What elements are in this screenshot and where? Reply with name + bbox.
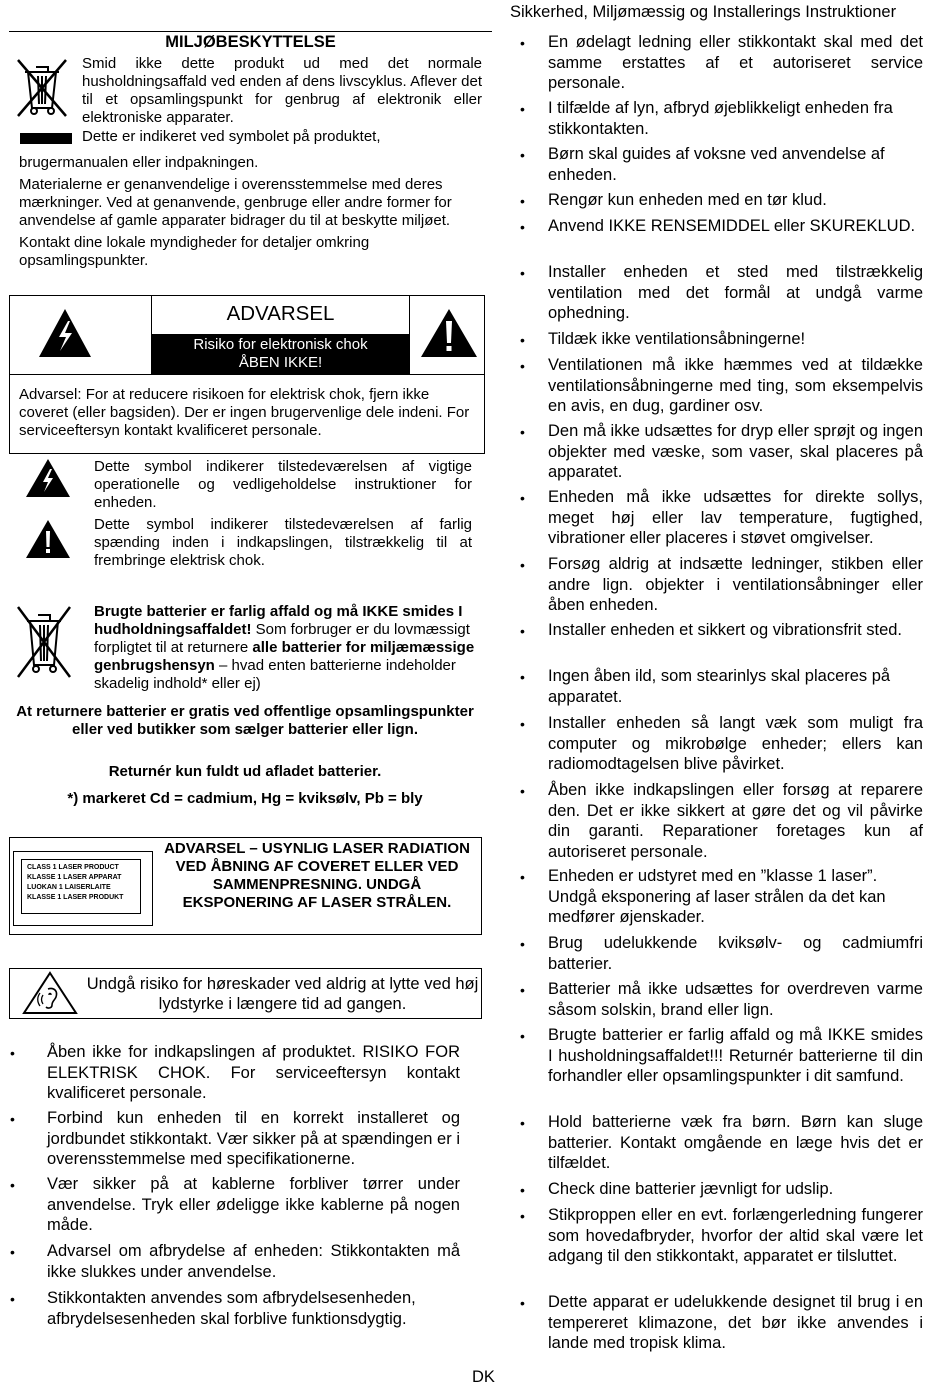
list-item: Rengør kun enheden med en tør klud. — [548, 191, 827, 209]
bullet-glyph: • — [520, 265, 525, 281]
environment-paragraph: brugermanualen eller indpakningen. — [19, 154, 259, 171]
exclamation-warning-icon — [25, 519, 71, 559]
battery-bold-text: Brugte batterier er farlig affald og må IKKE smides I hudholdningsaffaldet! — [94, 603, 463, 638]
battery-text: – hvad enten batterierne indeholder skadelig indhold* eller ej) — [94, 657, 456, 692]
environment-paragraph: Smid ikke dette produkt ud med det normale husholdningsaffald ved enden af dens livscyklus. Aflever det til et opsamlingspunkt for genbrug af elektronik eller elektroniske apparater. — [82, 55, 482, 126]
bullet-glyph: • — [10, 1244, 15, 1260]
list-item: Åben ikke indkapslingen eller forsøg at reparere den. Det er ikke sikkert at gøre det og vil påvirke din garanti. Reparationer foretages kun af autoriseret personale. — [548, 781, 923, 861]
bullet-glyph: • — [520, 1295, 525, 1311]
list-item: Tildæk ikke ventilationsåbningerne! — [548, 330, 806, 348]
warning-subtitle-line: Risiko for elektronisk chok — [193, 336, 368, 353]
lightning-warning-icon — [37, 307, 93, 359]
bullet-glyph: • — [10, 1045, 15, 1061]
bullet-glyph: • — [10, 1111, 15, 1127]
list-item: Installer enheden et sted med tilstrækkelig ventilation med det formål at undgå varme ophedning. — [548, 263, 923, 322]
battery-discharged-notice: Returnér kun fuldt ud afladet batterier. — [108, 763, 382, 780]
warning-box — [9, 295, 485, 454]
right-column-heading: Sikkerhed, Miljømæssig og Installerings Instruktioner — [510, 3, 897, 21]
environment-title: MILJØBESKYTTELSE — [9, 31, 492, 52]
bullet-glyph: • — [520, 783, 525, 799]
list-item: Hold batterierne væk fra børn. Børn kan sluge batterier. Kontakt omgående en læge hvis det er tilfældet. — [548, 1113, 923, 1172]
warning-subtitle — [152, 334, 409, 374]
list-item: Stikkontakten anvendes som afbrydelsesenheden, afbrydelsesenheden skal forblive funktionsdygtig. — [47, 1289, 416, 1328]
bullet-glyph: • — [520, 1208, 525, 1224]
symbol-explanation: Dette symbol indikerer tilstedeværelsen af farlig spænding inden i indkapslingen, tilstrækkelig til at frembringe elektrisk chok. — [94, 516, 472, 569]
bullet-glyph: • — [520, 219, 525, 235]
list-item: Brugte batterier er farlig affald og må IKKE smides I husholdningsaffaldet!!! Returnér batterierne til din forhandler eller opsamlingspunkter i dit samfund. — [548, 1026, 923, 1085]
list-item: Enheden er udstyret med en ”klasse 1 laser”. Undgå eksponering af laser strålen da det kan medfører øjenskader. — [548, 867, 886, 926]
exclamation-warning-icon — [419, 307, 479, 359]
list-item: Stikproppen eller en evt. forlængerledning fungerer som hovedafbryder, hvorfor der altid skal være let adgang til den stikkontakt, apparatet er tilsluttet. — [548, 1206, 923, 1265]
warning-title-cell — [151, 296, 410, 374]
bullet-glyph: • — [520, 869, 525, 885]
bullet-glyph: • — [10, 1177, 15, 1193]
environment-paragraph: Dette er indikeret ved symbolet på produktet, — [82, 128, 381, 145]
laser-warning-text: ADVARSEL – USYNLIG LASER RADIATION VED ÅBNING AF COVERET ELLER VED SAMMENPRESNING. UNDGÅ EKSPONERING AF LASER STRÅLEN. — [164, 840, 470, 911]
bullet-glyph: • — [520, 332, 525, 348]
bullet-glyph: • — [520, 101, 525, 117]
list-item: Ingen åben ild, som stearinlys skal placeres på apparatet. — [548, 667, 891, 706]
bullet-glyph: • — [10, 1291, 15, 1307]
list-item: Åben ikke for indkapslingen af produktet. RISIKO FOR ELEKTRISK CHOK. For serviceeftersyn kontakt kvalificeret personale. — [47, 1043, 460, 1102]
ear-warning-icon — [22, 971, 78, 1015]
laser-label-line: LUOKAN 1 LAISERLAITE — [27, 884, 111, 891]
crossed-bin-icon — [12, 56, 72, 120]
lightning-warning-icon — [25, 458, 71, 498]
list-item: Ventilationen må ikke hæmmes ved at tildække ventilationsåbningerne med ting, som eksempelvis en avis, en dug, gardiner osv. — [548, 356, 923, 415]
list-item: Børn skal guides af voksne ved anvendelse af enheden. — [548, 145, 885, 184]
page-language-code: DK — [472, 1368, 495, 1386]
symbol-explanation: Dette symbol indikerer tilstedeværelsen af vigtige operationelle og vedligeholdelse instruktioner for enheden. — [94, 458, 472, 511]
laser-warning-box — [9, 837, 482, 935]
black-bar-mark — [20, 133, 72, 144]
laser-label-frame — [13, 851, 153, 926]
bullet-glyph: • — [520, 35, 525, 51]
bullet-glyph: • — [520, 1028, 525, 1044]
laser-label-line: KLASSE 1 LASER APPARAT — [27, 874, 122, 881]
bullet-glyph: • — [520, 1115, 525, 1131]
battery-text: Som forbruger er du lovmæssigt forpligtet til at returnere — [94, 621, 470, 656]
laser-class-label — [21, 859, 141, 914]
battery-bold-text: alle batterier for miljæmæssige genbrugshensyn — [94, 639, 475, 674]
list-item: Vær sikker på at kablerne forbliver tørrer under anvendelse. Tryk eller ødeligge ikke kablerne på nogen måde. — [47, 1175, 460, 1234]
environment-paragraph: Kontakt dine lokale myndigheder for detaljer omkring opsamlingspunkter. — [19, 234, 370, 269]
bullet-glyph: • — [520, 669, 525, 685]
list-item: Forsøg aldrig at indsætte ledninger, stikben eller andre lign. objekter i ventilationsåbninger eller åben enheden. — [548, 555, 923, 614]
bullet-glyph: • — [520, 982, 525, 998]
list-item: En ødelagt ledning eller stikkontakt skal med det samme erstattes af et autoriseret service personale. — [548, 33, 923, 92]
list-item: I tilfælde af lyn, afbryd øjeblikkeligt enheden fra stikkontakten. — [548, 99, 893, 138]
laser-label-line: KLASSE 1 LASER PRODUKT — [27, 894, 124, 901]
warning-text: Advarsel: For at reducere risikoen for elektrisk chok, fjern ikke coveret (eller bagsiden). Der er ingen brugervenlige dele indeni. For serviceeftersyn kontakt kvalificeret personale. — [19, 386, 470, 439]
list-item: Installer enheden så langt væk som muligt fra computer og mikrobølge enheder; ellers kan radiomodtagelsen blive påvirket. — [548, 714, 923, 773]
battery-paragraph — [94, 603, 477, 693]
list-item: Check dine batterier jævnligt for udslip. — [548, 1180, 834, 1198]
list-item: Den må ikke udsættes for dryp eller sprøjt og ingen objekter med væske, som vaser, skal placeres på apparatet. — [548, 422, 923, 481]
bullet-glyph: • — [520, 936, 525, 952]
bullet-glyph: • — [520, 424, 525, 440]
environment-paragraph: Materialerne er genanvendelige i overensstemmelse med deres mærkninger. Ved at genanvende, genbruge eller andre former for anvendelse af gamle apparater bidrager du til at beskytte miljøet. — [19, 176, 452, 229]
list-item: Brug udelukkende kviksølv- og cadmiumfri batterier. — [548, 934, 923, 973]
warning-subtitle-line: ÅBEN IKKE! — [238, 354, 323, 371]
list-item: Enheden må ikke udsættes for direkte sollys, meget høj eller lav temperature, fugtighed, vibrationer eller placeres i støvet omgivelser. — [548, 488, 923, 547]
laser-label-line: CLASS 1 LASER PRODUCT — [27, 864, 119, 871]
list-item: Installer enheden et sikkert og vibrationsfrit sted. — [548, 621, 903, 639]
battery-symbols-note: *) markeret Cd = cadmium, Hg = kviksølv, Pb = bly — [67, 790, 423, 807]
bullet-glyph: • — [520, 1182, 525, 1198]
bullet-glyph: • — [520, 490, 525, 506]
hearing-warning-box — [9, 968, 482, 1019]
list-item: Anvend IKKE RENSEMIDDEL eller SKUREKLUD. — [548, 217, 916, 235]
bullet-glyph: • — [520, 358, 525, 374]
list-item: Dette apparat er udelukkende designet til brug i en tempereret klimazone, det bør ikke anvendes i lande med tropisk klima. — [548, 1293, 923, 1352]
bullet-glyph: • — [520, 147, 525, 163]
hearing-warning-text: Undgå risiko for høreskader ved aldrig at lytte ved høj lydstyrke i længere tid ad gangen. — [86, 975, 479, 1013]
bullet-glyph: • — [520, 557, 525, 573]
crossed-bin-battery-icon — [12, 603, 76, 683]
bullet-glyph: • — [520, 623, 525, 639]
warning-divider — [10, 374, 484, 375]
list-item: Batterier må ikke udsættes for overdreven varme såsom solskin, brand eller lign. — [548, 980, 923, 1019]
list-item: Forbind kun enheden til en korrekt installeret og jordbundet stikkontakt. Vær sikker på at spændingen er i overensstemmelse med specifikationerne. — [47, 1109, 460, 1168]
warning-title: ADVARSEL — [226, 302, 335, 325]
battery-return-notice: At returnere batterier er gratis ved offentlige opsamlingspunkter eller ved butikker som sælger batterier eller lign. — [16, 703, 474, 738]
list-item: Advarsel om afbrydelse af enheden: Stikkontakten må ikke slukkes under anvendelse. — [47, 1242, 460, 1281]
bullet-glyph: • — [520, 193, 525, 209]
bullet-glyph: • — [520, 716, 525, 732]
